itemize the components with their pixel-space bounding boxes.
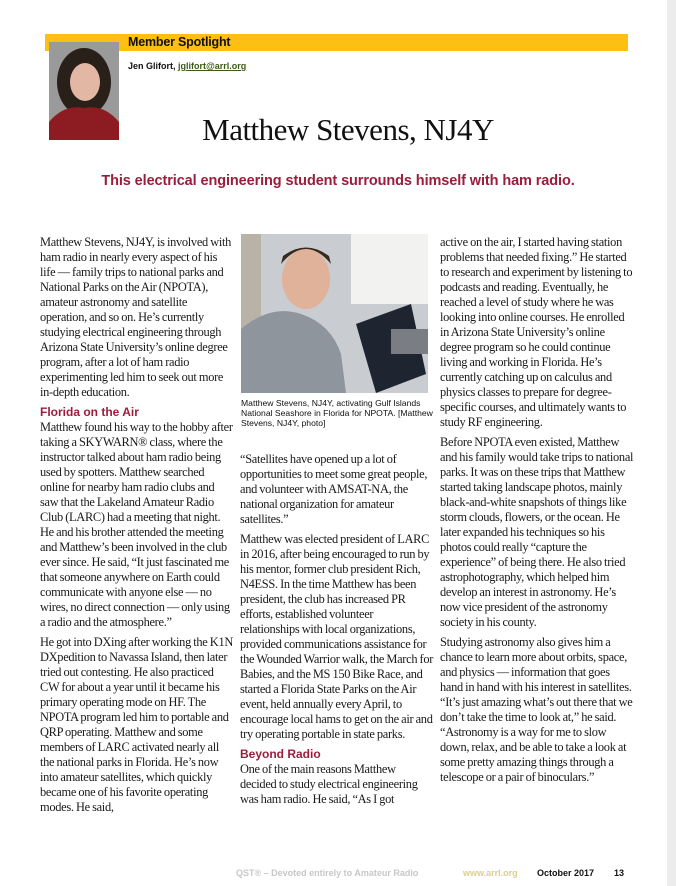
- author-email-link[interactable]: jglifort@arrl.org: [178, 61, 247, 71]
- byline: [128, 61, 246, 71]
- column-1: [40, 235, 234, 820]
- page-edge: [667, 0, 676, 886]
- paragraph: One of the main reasons Matthew decided to study electrical engineering was ham radio. He said, “As I got: [240, 762, 418, 806]
- paragraph: active on the air, I started having station problems that needed fixing.” He started to research and experiment by listening to podcasts and reading. Eventually, he reached a level of study where he was looking into online courses. He enrolled in Arizona State University’s online degree program so he could continue living and working in Florida. He’s currently catching up on calculus and physics classes to prepare for degree-specific courses, and ultimately wants to study RF engineering.: [440, 235, 633, 429]
- paragraph: Matthew Stevens, NJ4Y, is involved with ham radio in nearly every aspect of his life — family trips to national parks and National Parks on the Air (NPOTA), amateur astronomy and satellite operation, and so on. He’s currently studying electrical engineering through Arizona State University’s online degree program, after a lot of ham radio experimenting led him to seek out more in-depth education.: [40, 235, 232, 399]
- paragraph: Before NPOTA even existed, Matthew and his family would take trips to national parks. It was on these trips that Matthew started taking landscape photos, mainly black-and-white snapshots of things like storm clouds, flowers, or the ocean. He later expanded his techniques so his photos could really “capture the experience” of being there. He also tried astrophotography, which helped him develop an interest in astronomy. He’s now vice president of the astronomy society in his county.: [440, 435, 634, 629]
- section-heading: Florida on the Air: [40, 405, 139, 419]
- author-name: Jen Glifort,: [128, 61, 176, 71]
- article-subtitle: This electrical engineering student surrounds himself with ham radio.: [101, 173, 575, 189]
- paragraph: He got into DXing after working the K1N DXpedition to Navassa Island, then later tried out contesting. He also practiced CW for about a year until it became his primary operating mode on HF. The NPOTA program led him to portable and QRP operating. Matthew and some members of LARC activated nearly all the national parks in Florida. He’s now into amateur satellites, which quickly became one of his favorite operating modes. He said,: [40, 635, 233, 814]
- footer-magazine: QST® – Devoted entirely to Amateur Radio: [236, 868, 419, 878]
- column-2: [240, 452, 434, 812]
- paragraph: Matthew found his way to the hobby after taking a SKYWARN® class, where the instructor talked about ham radio being used by spotters. Matthew searched online for nearby ham radio clubs and saw that the Lakeland Amateur Radio Club (LARC) had a meeting that night. He and his brother attended the meeting and Matthew’s been involved in the club ever since. He said, “It just fascinated me that someone anywhere on Earth could communicate with anyone else — no wires, no direct connection — only using a radio and the atmosphere.”: [40, 420, 233, 629]
- article-title: Matthew Stevens, NJ4Y: [202, 112, 494, 147]
- page-footer: [0, 868, 676, 880]
- article-photo: [241, 234, 428, 393]
- column-3: [440, 235, 634, 790]
- page-number: 13: [614, 868, 625, 878]
- photo-caption: Matthew Stevens, NJ4Y, activating Gulf Islands National Seashore in Florida for NPOTA. [Matthew Stevens, NJ4Y, photo]: [241, 398, 433, 428]
- footer-url[interactable]: www.arrl.org: [463, 868, 518, 878]
- author-portrait: [49, 42, 119, 140]
- paragraph: “Satellites have opened up a lot of opportunities to meet some great people, and volunteer with AMSAT-NA, the national organization for amateur satellites.”: [240, 452, 428, 526]
- section-heading: Beyond Radio: [240, 747, 321, 761]
- section-title: Member Spotlight: [128, 35, 231, 49]
- footer-issue: October 2017: [537, 868, 595, 878]
- paragraph: Matthew was elected president of LARC in 2016, after being encouraged to run by his mentor, former club president Rich, N4ESS. In the time Matthew has been president, the club has increased PR efforts, established volunteer relationships with local organizations, provided communications assistance for the Wounded Warrior walk, the March for Babies, and the MS 150 Bike Race, and started a Florida State Parks on the Air event, held annually every April, to encourage local hams to get on the air and try operating portable in state parks.: [240, 532, 434, 741]
- paragraph: Studying astronomy also gives him a chance to learn more about orbits, space, and physics — information that goes hand in hand with his interest in satellites. “It’s just amazing what’s out there that we don’t take the time to look at,” he said. “Astronomy is a way for me to slow down, relax, and be able to take a look at some pretty amazing things through a telescope or a pair of binoculars.”: [440, 635, 633, 784]
